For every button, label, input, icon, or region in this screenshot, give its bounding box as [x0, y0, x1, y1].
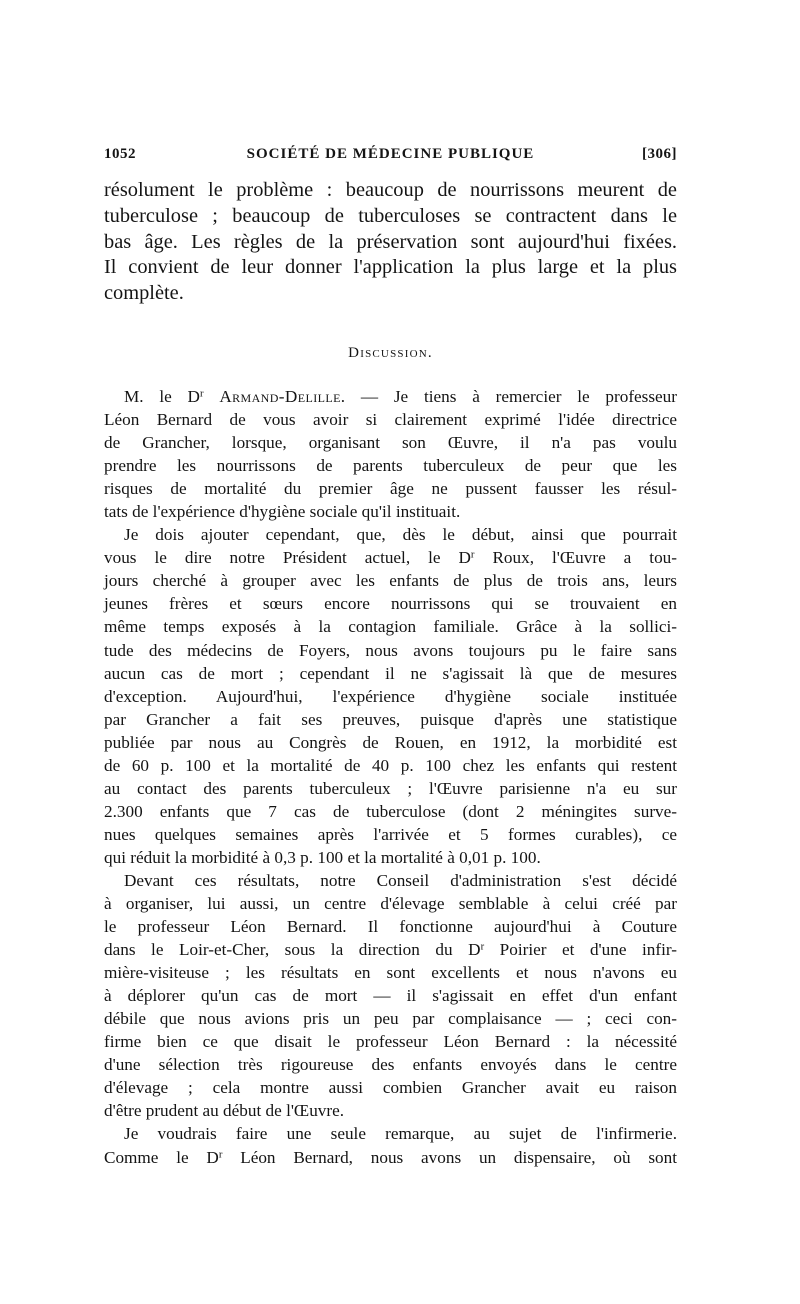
- text-fragment: . — Je tiens à remercier le professeur: [340, 386, 677, 406]
- text-line: [104, 546, 677, 569]
- text-line: bas âge. Les règles de la préservation sont aujourd'hui fixées.: [104, 230, 677, 253]
- text-line: tuberculose ; beaucoup de tuberculoses se contractent dans le: [104, 204, 677, 227]
- text-line: Je dois ajouter cependant, que, dès le début, ainsi que pourrait: [124, 525, 677, 545]
- text-line: même temps exposés à la contagion familiale. Grâce à la sollici-: [104, 617, 677, 637]
- text-line: 2.300 enfants que 7 cas de tuberculose (dont 2 méningites surve-: [104, 801, 677, 821]
- paragraph-1: [104, 385, 677, 523]
- section-heading: Discussion.: [348, 344, 433, 361]
- text-fragment: Léon Bernard, nous avons un dispensaire, où sont: [222, 1147, 677, 1167]
- text-fragment: Comme le D: [104, 1147, 219, 1167]
- text-line: d'élevage ; cela montre aussi combien Grancher avait eu raison: [104, 1078, 677, 1098]
- text-line: Léon Bernard de vous avoir si clairement exprimé l'idée directrice: [104, 410, 677, 430]
- folio-number: [306]: [642, 146, 677, 162]
- superscript: r: [218, 1149, 223, 1161]
- lead-paragraph: [104, 178, 677, 307]
- text-line: publiée par nous au Congrès de Rouen, en 1912, la morbidité est: [104, 732, 677, 752]
- text-line: le professeur Léon Bernard. Il fonctionne aujourd'hui à Couture: [104, 917, 677, 937]
- text-line: par Grancher a fait ses preuves, puisque d'après une statistique: [104, 709, 677, 729]
- text-line: qui réduit la morbidité à 0,3 p. 100 et la mortalité à 0,01 p. 100.: [104, 847, 541, 867]
- paragraph-4: [104, 1122, 677, 1168]
- text-line: firme bien ce que disait le professeur Léon Bernard : la nécessité: [104, 1032, 677, 1052]
- text-line: tats de l'expérience d'hygiène sociale qu'il instituait.: [104, 502, 461, 522]
- text-line: Je voudrais faire une seule remarque, au sujet de l'infirmerie.: [124, 1124, 677, 1144]
- paragraph-2: [104, 523, 677, 869]
- running-header: [104, 140, 677, 166]
- text-line: d'une sélection très rigoureuse des enfants envoyés dans le centre: [104, 1055, 677, 1075]
- text-line: complète.: [104, 282, 184, 305]
- speaker-prefix: M. le D: [124, 386, 200, 406]
- text-line: d'exception. Aujourd'hui, l'expérience d'hygiène sociale instituée: [104, 686, 677, 706]
- page: [104, 140, 677, 1169]
- text-line: aucun cas de mort ; cependant il ne s'agissait là que de mesures: [104, 663, 677, 683]
- text-line: au contact des parents tuberculeux ; l'Œuvre parisienne n'a eu sur: [104, 778, 677, 798]
- text-fragment: Roux, l'Œuvre a tou-: [474, 548, 677, 568]
- text-fragment: Poirier et d'une infir-: [484, 940, 677, 960]
- text-line: résolument le problème : beaucoup de nourrissons meurent de: [104, 179, 677, 201]
- text-line: débile que nous avions pris un peu par complaisance — ; ceci con-: [104, 1009, 677, 1029]
- paragraph-3: [104, 869, 677, 1123]
- text-line: [104, 938, 677, 961]
- text-line: à déplorer qu'un cas de mort — il s'agissait en effet d'un enfant: [104, 986, 677, 1006]
- text-line: à organiser, lui aussi, un centre d'élevage semblable à celui créé par: [104, 894, 677, 914]
- text-line: [104, 385, 677, 408]
- text-line: Il convient de leur donner l'application la plus large et la plus: [104, 256, 677, 279]
- text-line: Devant ces résultats, notre Conseil d'administration s'est décidé: [124, 870, 677, 890]
- speaker-name: Armand-Delille: [219, 386, 341, 406]
- text-line: prendre les nourrissons de parents tuberculeux de peur que les: [104, 456, 677, 476]
- text-fragment: vous le dire notre Président actuel, le D: [104, 548, 471, 568]
- text-line: d'être prudent au début de l'Œuvre.: [104, 1101, 345, 1121]
- superscript: r: [470, 549, 475, 561]
- text-line: risques de mortalité du premier âge ne pussent fausser les résul-: [104, 479, 677, 499]
- text-line: de 60 p. 100 et la mortalité de 40 p. 100 chez les enfants qui restent: [104, 755, 677, 775]
- page-number: 1052: [104, 146, 136, 162]
- text-line: tude des médecins de Foyers, nous avons toujours pu le faire sans: [104, 640, 677, 660]
- running-title: SOCIÉTÉ DE MÉDECINE PUBLIQUE: [246, 146, 535, 162]
- text-line: [104, 1146, 677, 1169]
- text-line: jours cherché à grouper avec les enfants de plus de trois ans, leurs: [104, 571, 677, 591]
- text-fragment: dans le Loir-et-Cher, sous la direction du D: [104, 940, 481, 960]
- superscript: r: [199, 388, 204, 400]
- superscript: r: [480, 941, 485, 953]
- discussion-body: [104, 385, 677, 1169]
- text-line: de Grancher, lorsque, organisant son Œuvre, il n'a pas voulu: [104, 433, 677, 453]
- text-line: nues quelques semaines après l'arrivée et 5 formes curables), ce: [104, 824, 677, 844]
- text-line: jeunes frères et sœurs encore nourrissons qui se trouvaient en: [104, 594, 677, 614]
- text-line: mière-visiteuse ; les résultats en sont excellents et nous n'avons eu: [104, 963, 677, 983]
